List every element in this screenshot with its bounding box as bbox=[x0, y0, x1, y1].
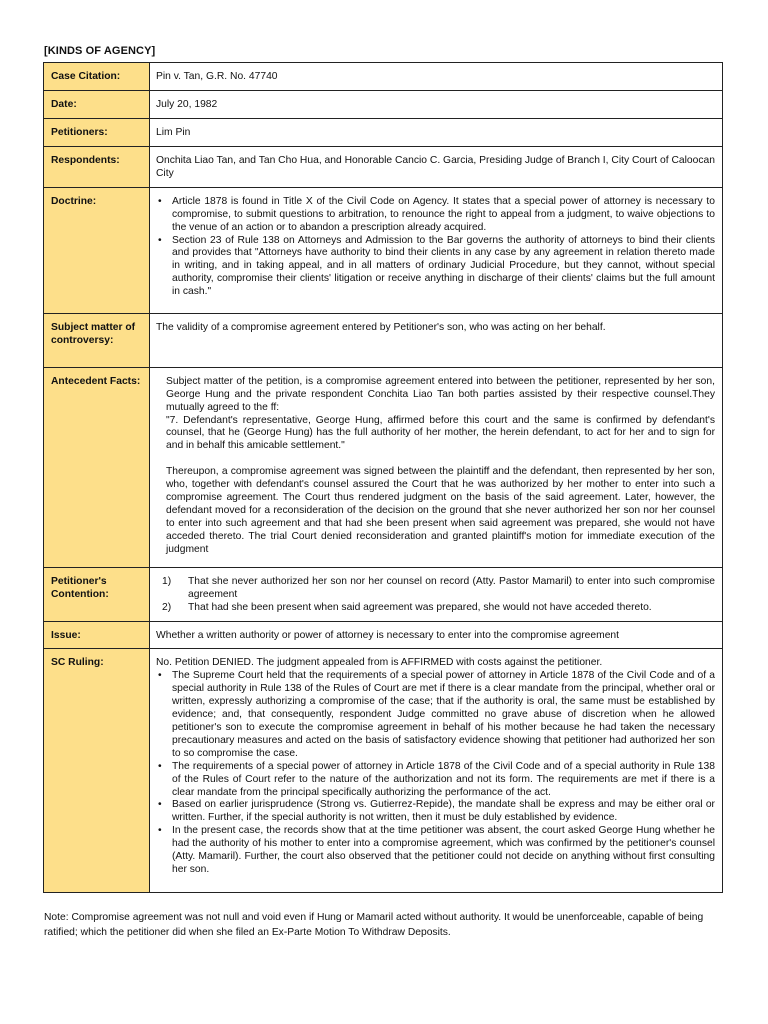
doctrine-list bbox=[156, 196, 715, 299]
label-antecedent-facts: Antecedent Facts: bbox=[44, 367, 150, 567]
ruling-list bbox=[156, 670, 715, 877]
footnote: Note: Compromise agreement was not null and void even if Hung or Mamaril acted without authority. It would be unenforceable, capable of being ratified; which the petitioner did when she filed an Ex-Parte Motion To Withdraw Deposits. bbox=[44, 912, 704, 938]
contention-number: 2) bbox=[162, 601, 172, 613]
ruling-item: • The Supreme Court held that the requirements of a special power of attorney in Article 1878 of the Civil Code and of a special authority in Rule 138 of the Rules of Court are met if there is a clear mandate from the principal, whether oral or written, expressly authorizing a compromise of the case; that if the authority is oral, the same must be established by evidence; and, that consequently, respondent Judge committed no grave abuse of discretion when he allowed petitioner's son to execute the compromise agreement in behalf of his mother because he had taken the necessary precautionary measures and acted on the basis of satisfactory evidence showing that petitioner had authorized her son to so compromise the case. bbox=[172, 670, 715, 760]
ruling-item: • Based on earlier jurisprudence (Strong vs. Gutierrez-Repide), the mandate shall be express and may be either oral or written. Further, if the special authority is not written, then it must be duly established by evidence. bbox=[172, 799, 715, 825]
row-doctrine bbox=[44, 187, 723, 313]
label-petitioners-contention: Petitioner's Contention: bbox=[44, 567, 150, 621]
contention-item bbox=[162, 575, 715, 602]
row-subject-matter bbox=[44, 313, 723, 367]
label-petitioners: Petitioners: bbox=[44, 118, 150, 146]
antecedent-quote: "7. Defendant's representative, George Hung, affirmed before this court and the same is confirmed by defendant's counsel, that he (George Hung) has the full authority of her mother, the herein defendant, to act for her and to sign for and in behalf this amicable settlement." bbox=[166, 414, 715, 452]
label-issue: Issue: bbox=[44, 621, 150, 649]
value-date: July 20, 1982 bbox=[150, 91, 723, 119]
ruling-lead: No. Petition DENIED. The judgment appealed from is AFFIRMED with costs against the petitioner. bbox=[156, 657, 603, 669]
value-petitioners-contention bbox=[150, 567, 723, 621]
label-date: Date: bbox=[44, 91, 150, 119]
ruling-item: • In the present case, the records show that at the time petitioner was absent, the court asked George Hung whether he had the authority of his mother to enter into a compromise agreement, which was confirmed by the petitioner's counsel (Atty. Mamaril). Further, the court also observed that the petitioner could not decide on anything without first consulting her son. bbox=[172, 825, 715, 877]
contention-item bbox=[162, 601, 715, 615]
label-respondents: Respondents: bbox=[44, 146, 150, 187]
doctrine-item: • Section 23 of Rule 138 on Attorneys and Admission to the Bar governs the authority of attorneys to bind their clients and provides that "Attorneys have authority to bind their clients in any case by any agreement in relation thereto made in writing, and in taking appeal, and in all matters of ordinary Judicial Procedure, but they cannot, without special authority, compromise their clients' litigation or receive anything in discharge of their clients' claims but the full amount in cash." bbox=[172, 235, 715, 300]
case-digest-table bbox=[43, 62, 723, 893]
row-date bbox=[44, 91, 723, 119]
value-case-citation: Pin v. Tan, G.R. No. 47740 bbox=[150, 63, 723, 91]
value-sc-ruling bbox=[150, 649, 723, 893]
value-petitioners: Lim Pin bbox=[150, 118, 723, 146]
value-issue: Whether a written authority or power of attorney is necessary to enter into the compromise agreement bbox=[150, 621, 723, 649]
contention-text: That had she been present when said agreement was prepared, she would not have acceded thereto. bbox=[188, 601, 652, 613]
row-issue bbox=[44, 621, 723, 649]
row-petitioners bbox=[44, 118, 723, 146]
row-case-citation bbox=[44, 63, 723, 91]
value-antecedent-facts bbox=[150, 367, 723, 567]
row-antecedent-facts bbox=[44, 367, 723, 567]
antecedent-paragraph: Thereupon, a compromise agreement was signed between the plaintiff and the defendant, then represented by her son, who, together with defendant's counsel assured the Court that he was authorized by her mother to enter into such a compromise agreement. The Court thus rendered judgment on the basis of the said agreement. Later, however, the defendant moved for a reconsideration of the decision on the ground that she never authorized her son nor her counsel to enter into such agreement and that had she been present when said agreement was prepared, she would not have acceded thereto. The trial Court denied reconsideration and granted plaintiff's motion for immediate execution of the judgment bbox=[166, 466, 715, 555]
row-sc-ruling bbox=[44, 649, 723, 893]
ruling-item: • The requirements of a special power of attorney in Article 1878 of the Civil Code and of a special authority in Rule 138 of the Rules of Court refer to the nature of the authorization and not its form. The requirements are met if there is a clear mandate from the principal specifically authorizing the performance of the act. bbox=[172, 761, 715, 800]
contention-list bbox=[156, 576, 715, 615]
label-doctrine: Doctrine: bbox=[44, 187, 150, 313]
label-subject-matter: Subject matter of controversy: bbox=[44, 313, 150, 367]
value-subject-matter: The validity of a compromise agreement entered by Petitioner's son, who was acting on her behalf. bbox=[150, 313, 723, 367]
contention-number: 1) bbox=[162, 575, 172, 587]
label-case-citation: Case Citation: bbox=[44, 63, 150, 91]
label-sc-ruling: SC Ruling: bbox=[44, 649, 150, 893]
row-petitioners-contention bbox=[44, 567, 723, 621]
document-heading: [KINDS OF AGENCY] bbox=[44, 45, 156, 57]
row-respondents bbox=[44, 146, 723, 187]
contention-text: That she never authorized her son nor her counsel on record (Atty. Pastor Mamaril) to enter into such compromise agreement bbox=[188, 575, 715, 600]
doctrine-item: • Article 1878 is found in Title X of the Civil Code on Agency. It states that a special power of attorney is necessary to compromise, to submit questions to arbitration, to renounce the right to appeal from a judgment, to waive objections to the venue of an action or to abandon a prescription already acquired. bbox=[172, 196, 715, 235]
value-respondents: Onchita Liao Tan, and Tan Cho Hua, and Honorable Cancio C. Garcia, Presiding Judge of Branch I, City Court of Caloocan City bbox=[150, 146, 723, 187]
antecedent-paragraph: Subject matter of the petition, is a compromise agreement entered into between the petitioner, represented by her son, George Hung and the private respondent Conchita Liao Tan both parties assisted by their respective counsel.They mutually agreed to the ff: bbox=[166, 375, 715, 413]
value-doctrine bbox=[150, 187, 723, 313]
